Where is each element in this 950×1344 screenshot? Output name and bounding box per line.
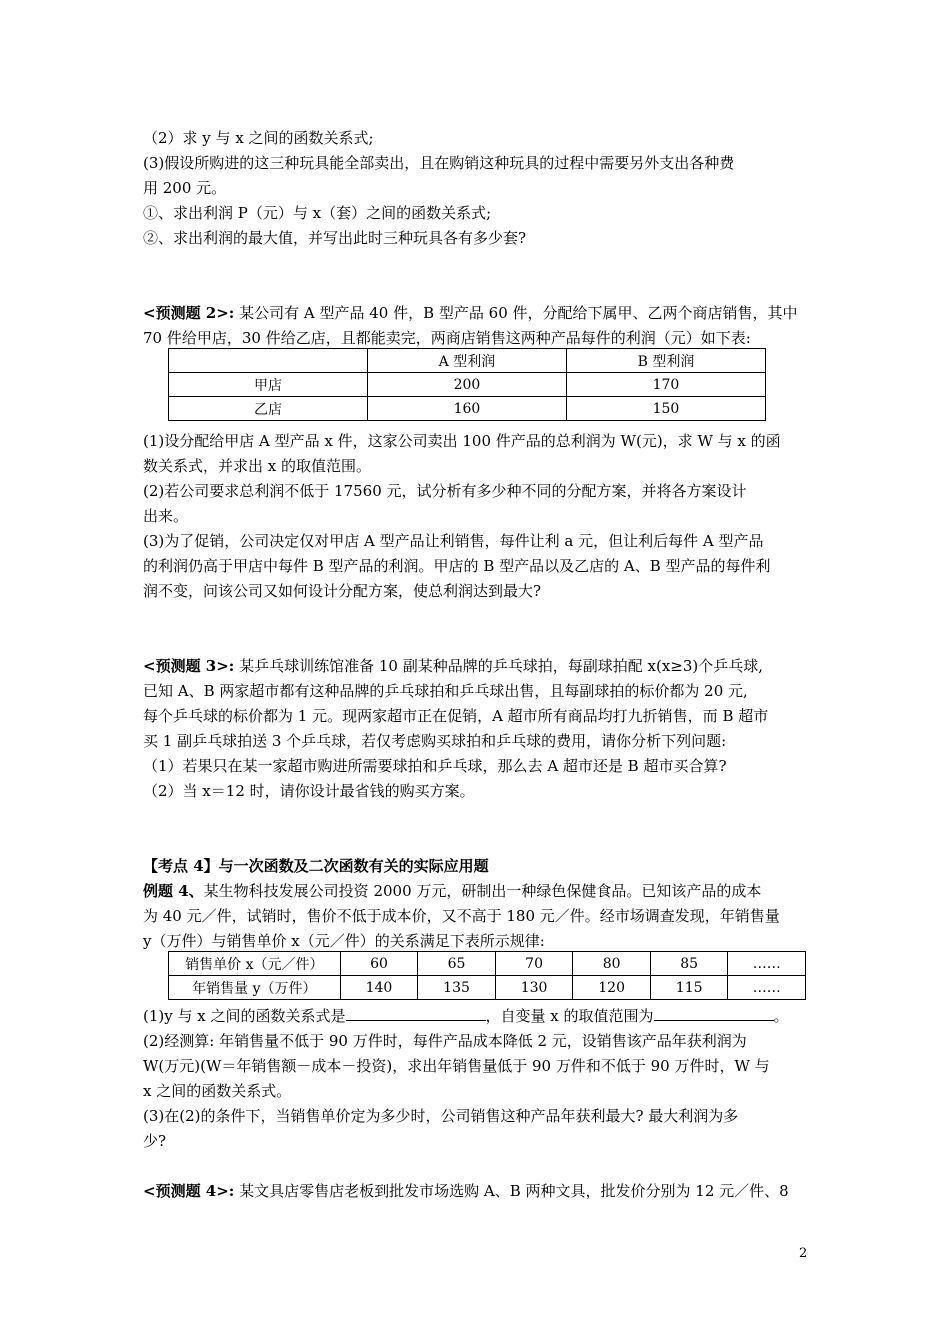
p2-q2-line1: (2)若公司要求总利润不低于 17560 元，试分析有多少种不同的分配方案，并将各方案设计 (143, 482, 747, 500)
p3-line1: <预测题 3>: 某乒乓球训练馆准备 10 副某种品牌的乒乓球拍，每副球拍配 x(x≥3)个乒乓球, (143, 657, 764, 675)
p2-tag: <预测题 2>: (143, 304, 235, 322)
section-heading: 【考点 4】与一次函数及二次函数有关的实际应用题 (143, 857, 489, 875)
intro-q3-line1: (3)假设所购进的这三种玩具能全部卖出，且在购销这种玩具的过程中需要另外支出各种费 (143, 154, 735, 172)
example4-q2-line3: x 之间的函数关系式。 (143, 1082, 292, 1100)
p4-tag: <预测题 4>: (143, 1182, 235, 1200)
p2-q1-line2: 数关系式，并求出 x 的取值范围。 (143, 457, 371, 475)
p3-line3: 每个乒乓球的标价都为 1 元。现两家超市正在促销，A 超市所有商品均打九折销售，而 B 超市 (143, 707, 769, 725)
p2-q1-line1: (1)设分配给甲店 A 型产品 x 件，这家公司卖出 100 件产品的总利润为 W(元)，求 W 与 x 的函 (143, 432, 781, 450)
table-row: 甲店 200 170 (169, 373, 766, 397)
intro-sub2: ②、求出利润的最大值，并写出此时三种玩具各有多少套? (143, 229, 527, 247)
example4-q3-line2: 少? (143, 1132, 167, 1150)
example-tag: 例题 4、 (143, 882, 204, 900)
intro-q3-line2: 用 200 元。 (143, 179, 227, 197)
p2-q2-line2: 出来。 (143, 507, 189, 525)
p4-line1: <预测题 4>: 某文具店零售店老板到批发市场选购 A、B 两种文具，批发价分别为 12 元／件、8 (143, 1182, 789, 1200)
table-row: 销售单价 x（元／件） 60 65 70 80 85 …… (169, 952, 806, 976)
answer-blank[interactable] (346, 1006, 486, 1021)
table-row: A 型利润 B 型利润 (169, 349, 766, 373)
example4-line1: 例题 4、某生物科技发展公司投资 2000 万元，研制出一种绿色保健食品。已知该产品的成本 (143, 882, 762, 900)
p2-q3-line2: 的利润仍高于甲店中每件 B 型产品的利润。甲店的 B 型产品以及乙店的 A、B 型产品的每件利 (143, 557, 771, 575)
answer-blank[interactable] (654, 1006, 774, 1021)
p2-q3-line1: (3)为了促销，公司决定仅对甲店 A 型产品让利销售，每件让利 a 元，但让利后每件 A 型产品 (143, 532, 764, 550)
intro-sub1: ①、求出利润 P（元）与 x（套）之间的函数关系式; (143, 204, 492, 222)
p2-line1: <预测题 2>: 某公司有 A 型产品 40 件，B 型产品 60 件，分配给下属甲、乙两个商店销售，其中 (143, 304, 798, 322)
page-number: 2 (799, 1246, 808, 1261)
p2-q3-line3: 润不变，问该公司又如何设计分配方案，使总利润达到最大? (143, 582, 542, 600)
p3-line4: 买 1 副乒乓球拍送 3 个乒乓球，若仅考虑购买球拍和乒乓球的费用，请你分析下列问题: (143, 732, 727, 750)
example4-line2: 为 40 元／件，试销时，售价不低于成本价，又不高于 180 元／件。经市场调查发现，年销售量 (143, 907, 780, 925)
p2-line2: 70 件给甲店，30 件给乙店，且都能卖完，两商店销售这两种产品每件的利润（元）如下表: (143, 329, 751, 347)
example4-q1: (1)y 与 x 之间的函数关系式是 ，自变量 x 的取值范围为 。 (143, 1007, 789, 1025)
p3-q1: （1）若果只在某一家超市购进所需要球拍和乒乓球，那么去 A 超市还是 B 超市买合算? (143, 757, 727, 775)
example4-q3-line1: (3)在(2)的条件下，当销售单价定为多少时，公司销售这种产品年获利最大? 最大利润为多 (143, 1107, 739, 1125)
p3-line2: 已知 A、B 两家超市都有这种品牌的乒乓球拍和乒乓球出售，且每副球拍的标价都为 20 元, (143, 682, 748, 700)
profit-table (168, 348, 766, 421)
sales-table (168, 951, 806, 1000)
example4-q2-line1: (2)经测算: 年销售量不低于 90 万件时，每件产品成本降低 2 元，设销售该产品年获利润为 (143, 1032, 747, 1050)
intro-q2: （2）求 y 与 x 之间的函数关系式; (143, 129, 374, 147)
example4-line3: y（万件）与销售单价 x（元／件）的关系满足下表所示规律: (143, 932, 545, 950)
example4-q2-line2: W(万元)(W＝年销售额－成本－投资)，求出年销售量低于 90 万件和不低于 90 万件时，W 与 (143, 1057, 770, 1075)
table-row: 乙店 160 150 (169, 397, 766, 421)
p3-tag: <预测题 3>: (143, 657, 235, 675)
p3-q2: （2）当 x＝12 时，请你设计最省钱的购买方案。 (143, 782, 475, 800)
table-row: 年销售量 y（万件） 140 135 130 120 115 …… (169, 976, 806, 1000)
